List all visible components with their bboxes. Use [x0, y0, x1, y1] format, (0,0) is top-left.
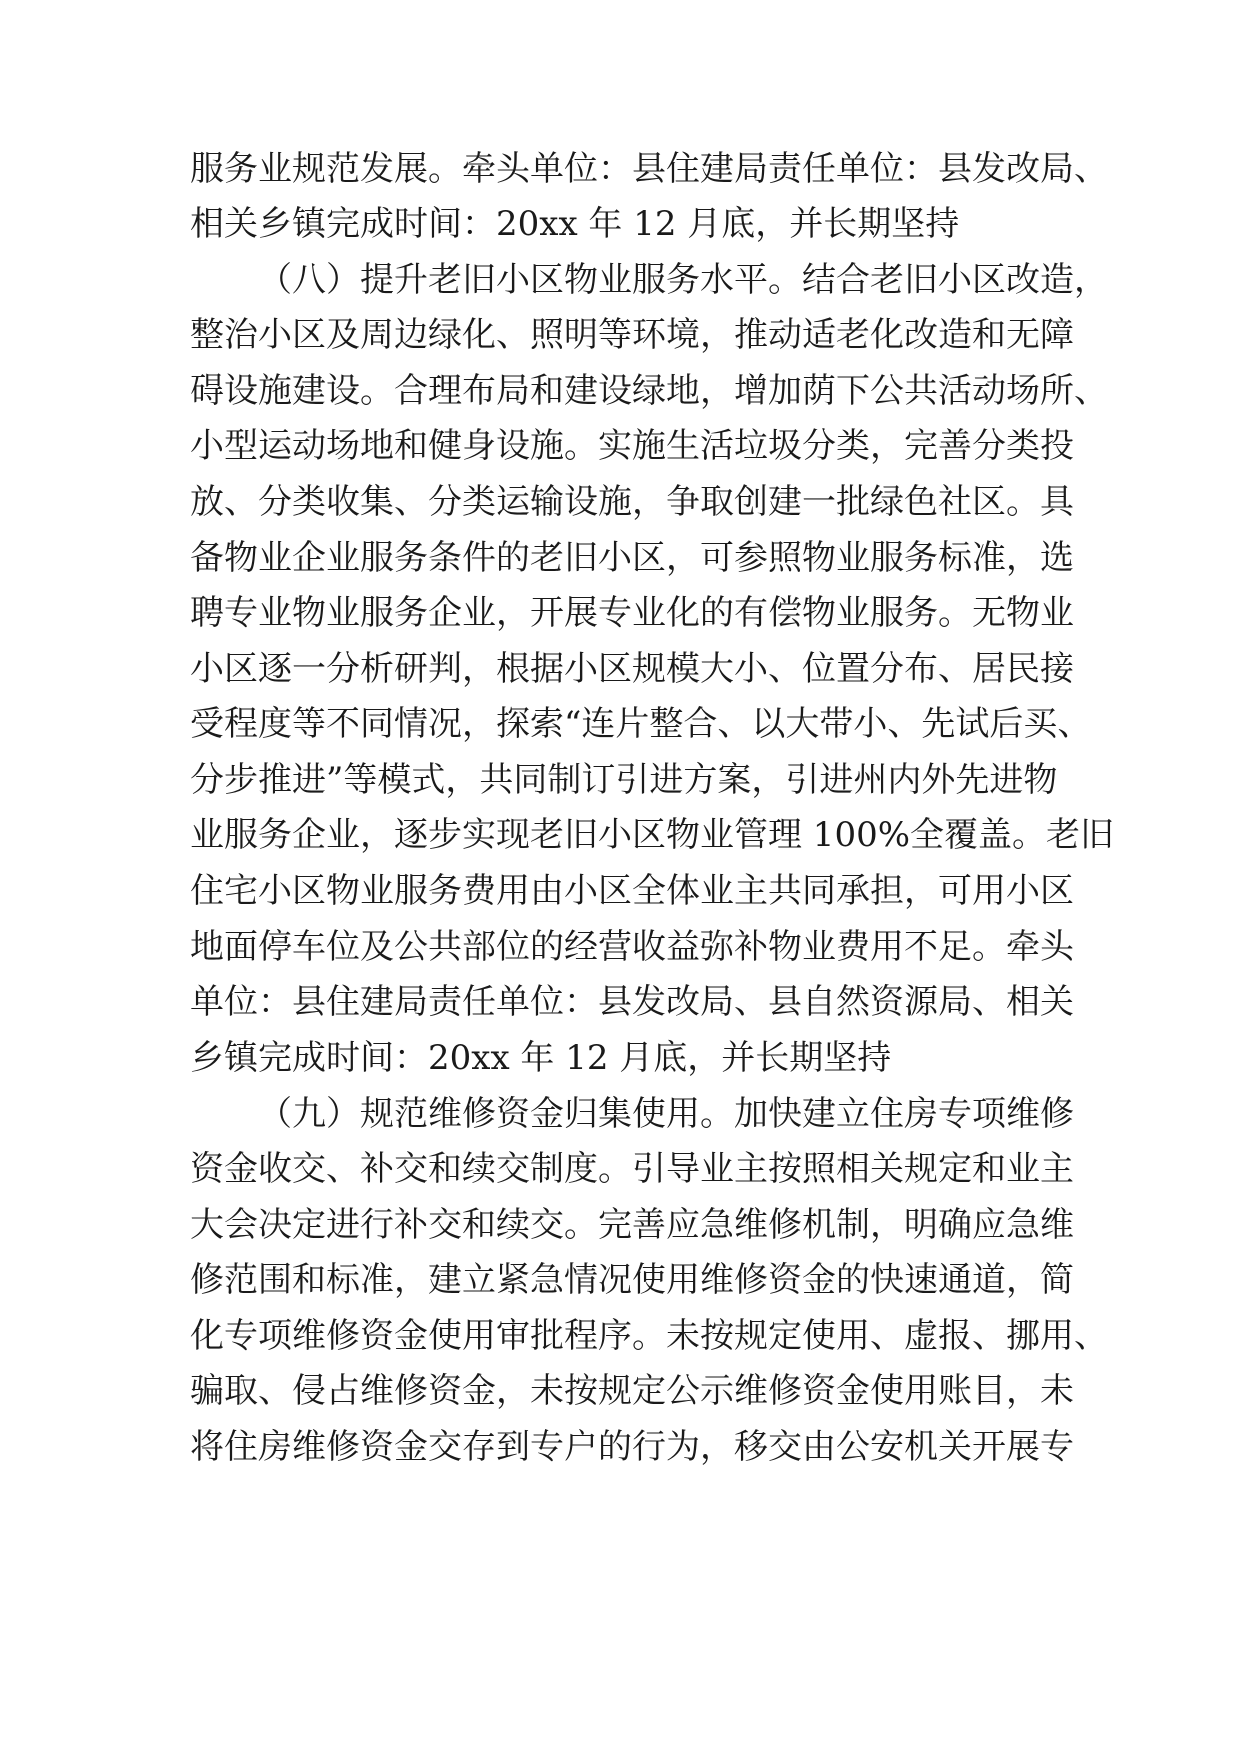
text-line: 小区逐一分析研判，根据小区规模大小、位置分布、居民接: [190, 649, 1074, 689]
text-line: 分步推进”等模式，共同制订引进方案，引进州内外先进物: [190, 760, 1058, 800]
text-line: 受程度等不同情况，探索“连片整合、以大带小、先试后买、: [190, 704, 1092, 744]
text-line: 骗取、侵占维修资金，未按规定公示维修资金使用账目，未: [190, 1371, 1074, 1411]
text-line: 住宅小区物业服务费用由小区全体业主共同承担，可用小区: [190, 871, 1074, 911]
text-line: 乡镇完成时间：20xx 年 12 月底，并长期坚持: [190, 1038, 892, 1078]
text-line: 备物业企业服务条件的老旧小区，可参照物业服务标准，选: [190, 538, 1074, 578]
text-line: 服务业规范发展。牵头单位：县住建局责任单位：县发改局、: [190, 149, 1108, 189]
text-line: 相关乡镇完成时间：20xx 年 12 月底，并长期坚持: [190, 204, 960, 244]
text-line: 资金收交、补交和续交制度。引导业主按照相关规定和业主: [190, 1149, 1074, 1189]
text-line: 小型运动场地和健身设施。实施生活垃圾分类，完善分类投: [190, 426, 1074, 466]
text-line: 将住房维修资金交存到专户的行为，移交由公安机关开展专: [190, 1427, 1074, 1467]
text-line: 化专项维修资金使用审批程序。未按规定使用、虚报、挪用、: [190, 1316, 1108, 1356]
text-line: 修范围和标准，建立紧急情况使用维修资金的快速通道，简: [190, 1260, 1074, 1300]
text-line: 整治小区及周边绿化、照明等环境，推动适老化改造和无障: [190, 315, 1074, 355]
paragraph-heading-9: （九）规范维修资金归集使用。加快建立住房专项维修: [258, 1094, 1074, 1134]
text-line: 大会决定进行补交和续交。完善应急维修机制，明确应急维: [190, 1205, 1074, 1245]
text-line: 聘专业物业服务企业，开展专业化的有偿物业服务。无物业: [190, 593, 1074, 633]
paragraph-heading-8: （八）提升老旧小区物业服务水平。结合老旧小区改造，: [258, 260, 1108, 300]
text-line: 地面停车位及公共部位的经营收益弥补物业费用不足。牵头: [190, 927, 1074, 967]
text-line: 放、分类收集、分类运输设施，争取创建一批绿色社区。具: [190, 482, 1074, 522]
text-line: 碍设施建设。合理布局和建设绿地，增加荫下公共活动场所、: [190, 371, 1108, 411]
text-line: 业服务企业，逐步实现老旧小区物业管理 100%全覆盖。老旧: [190, 815, 1115, 855]
text-line: 单位：县住建局责任单位：县发改局、县自然资源局、相关: [190, 982, 1074, 1022]
